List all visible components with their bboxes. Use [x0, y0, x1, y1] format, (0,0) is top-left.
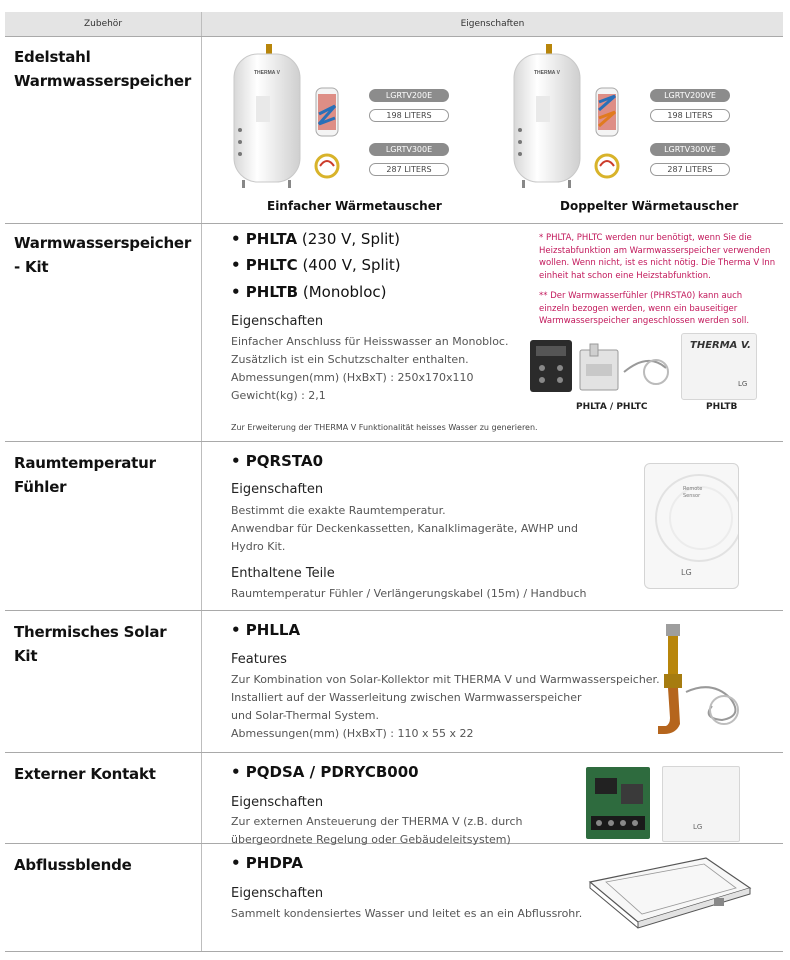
capacity-badge: 287 LITERS [650, 163, 730, 176]
capacity-badge: 198 LITERS [650, 109, 730, 122]
included-parts: Raumtemperatur Fühler / Verlängerungskabel (15m) / Handbuch [231, 587, 587, 600]
description: Zur externen Ansteuerung der THERMA V (z.B. durch übergeordnete Regelung oder Gebäudeleitsystem) [231, 815, 523, 846]
footnote: Zur Erweiterung der THERMA V Funktionalität heisses Wasser zu generieren. [231, 423, 538, 432]
section-title: Eigenschaften [231, 482, 324, 497]
section-title: Eigenschaften [231, 886, 324, 901]
row-divider [5, 610, 783, 611]
model-name: • PQRSTA0 [231, 452, 324, 470]
image-caption: PHLTB [706, 402, 738, 412]
section-title: Enthaltene Teile [231, 566, 335, 581]
section-title: Eigenschaften [231, 314, 324, 329]
note-sensor: ** Der Warmwasserfühler (PHRSTA0) kann auch einzeln bezogen werden, wenn ein bauseitiger Warmwasserspeicher angeschlossen werden soll. [539, 291, 750, 326]
description: Einfacher Anschluss für Heisswasser an Monobloc. Zusätzlich ist ein Schutzschalter enthalten. Abmessungen(mm) (HxBxT) : 250x170x110 Gewicht(kg) : 2,1 [231, 335, 509, 402]
model-name: • PHLTC (400 V, Split) [231, 256, 401, 274]
solar-valve-image [652, 620, 752, 744]
row-divider [5, 752, 783, 753]
capacity-badge: 287 LITERS [369, 163, 449, 176]
svg-text:THERMA V: THERMA V [534, 70, 560, 76]
column-header-accessory: Zubehör [5, 12, 201, 36]
model-name: • PHLTA (230 V, Split) [231, 230, 401, 248]
model-badge: LGRTV200E [369, 89, 449, 102]
section-title: Eigenschaften [231, 795, 324, 810]
tank-caption: Einfacher Wärmetauscher [267, 199, 442, 213]
row-divider [5, 36, 783, 37]
remote-sensor-image: Remote Sensor LG [644, 463, 739, 589]
model-badge: LGRTV300VE [650, 143, 730, 156]
description: Bestimmt die exakte Raumtemperatur. Anwendbar für Deckenkassetten, Kanalklimageräte, AWHP und Hydro Kit. [231, 504, 579, 553]
description: Sammelt kondensiertes Wasser und leitet es an ein Abflussrohr. [231, 907, 583, 920]
water-tank-double-coil-image [508, 44, 648, 190]
column-divider [201, 12, 202, 952]
accessory-name: Thermisches Solar Kit [14, 623, 167, 665]
tank-caption: Doppelter Wärmetauscher [560, 199, 739, 213]
model-name: • PQDSA / PDRYCB000 [231, 763, 419, 781]
row-divider [5, 441, 783, 442]
model-name: • PHDPA [231, 854, 304, 872]
model-badge: LGRTV200VE [650, 89, 730, 102]
accessory-name: Raumtemperatur Fühler [14, 454, 156, 496]
drain-pan-image [586, 852, 754, 930]
description: Zur Kombination von Solar-Kollektor mit THERMA V und Warmwasserspeicher. Installiert auf der Wasserleitung zwischen Warmwasserspeicher und Solar-Thermal System. Abmessungen(mm) (HxBxT) : 110 x 55 x 22 [231, 673, 660, 740]
model-name: • PHLTB (Monobloc) [231, 283, 387, 301]
model-name: • PHLLA [231, 621, 301, 639]
phltb-device-image: THERMA V. LG [681, 333, 757, 400]
row-divider [5, 223, 783, 224]
kit-components-image [528, 332, 673, 398]
column-header-properties: Eigenschaften [202, 12, 783, 36]
image-caption: PHLTA / PHLTC [576, 402, 648, 412]
capacity-badge: 198 LITERS [369, 109, 449, 122]
note-heater: * PHLTA, PHLTC werden nur benötigt, wenn Sie die Heizstabfunktion am Warmwasserspeicher verwenden wollen. Wenn nicht, ist es nicht nötig. Die Therma V Inn einheit hat schon eine Heizstabfunktion. [539, 233, 776, 281]
accessory-name: Warmwasserspeicher - Kit [14, 234, 192, 276]
svg-text:THERMA V: THERMA V [254, 70, 280, 76]
dry-contact-cover-image: LG [662, 766, 740, 842]
model-badge: LGRTV300E [369, 143, 449, 156]
dry-contact-board-image [585, 766, 651, 840]
section-title: Features [231, 652, 287, 667]
row-divider [5, 951, 783, 952]
accessory-name: Edelstahl Warmwasserspeicher [14, 48, 192, 90]
water-tank-single-coil-image [228, 44, 368, 190]
accessory-name: Externer Kontakt [14, 765, 156, 783]
accessory-name: Abflussblende [14, 856, 132, 874]
